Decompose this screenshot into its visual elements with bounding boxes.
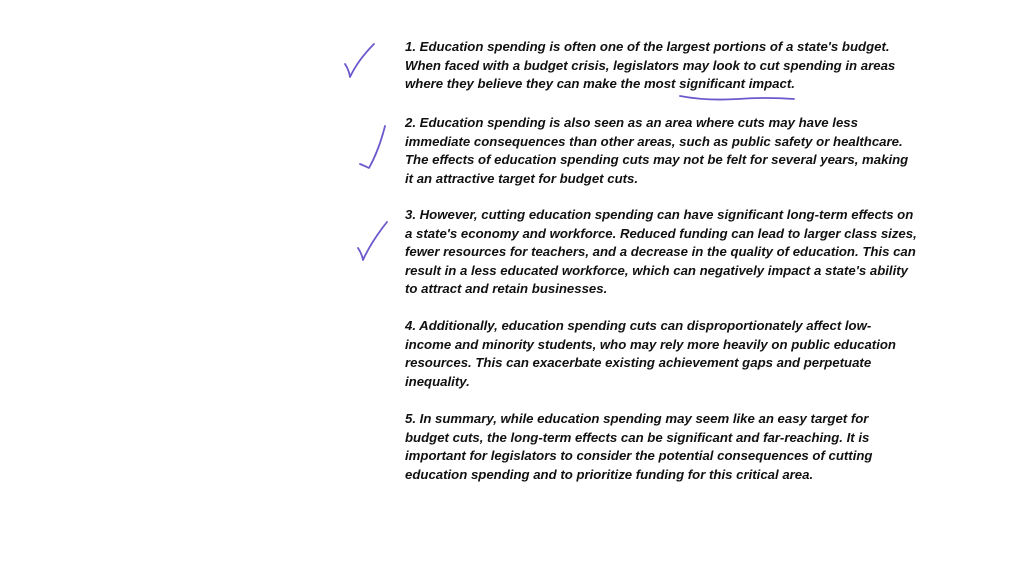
- paragraph-3: 3. However, cutting education spending can have significant long-term effects on a state's economy and workforce. Reduced funding can lead to larger class sizes, fewer resources for teachers, and a decrease in the quality of education. This can result in a less educated workforce, which can negatively impact a state's ability to attract and retain businesses.: [405, 207, 917, 297]
- checkmark-icon: [355, 120, 391, 174]
- paragraph-1: 1. Education spending is often one of the largest portions of a state's budget. When faced with a budget crisis, legislators may look to cut spending in areas where they believe they can make the most significant impact.: [405, 39, 896, 92]
- checkmark-icon: [353, 218, 393, 266]
- paragraph-2: 2. Education spending is also seen as an area where cuts may have less immediate consequences than other areas, such as public safety or healthcare. The effects of education spending cuts may not be felt for several years, making it an attractive target for budget cuts.: [405, 115, 909, 186]
- paragraph-4: 4. Additionally, education spending cuts can disproportionately affect low- income and minority students, who may rely more heavily on public education resources. This can exacerbate existing achievement gaps and perpetuate inequality.: [405, 318, 896, 389]
- underline-stroke: [676, 90, 798, 106]
- paragraph-5: 5. In summary, while education spending may seem like an easy target for budget cuts, the long-term effects can be significant and far-reaching. It is important for legislators to consider the potential consequences of cutting education spending and to prioritize funding for this critical area.: [405, 411, 873, 482]
- checkmark-icon: [340, 40, 380, 82]
